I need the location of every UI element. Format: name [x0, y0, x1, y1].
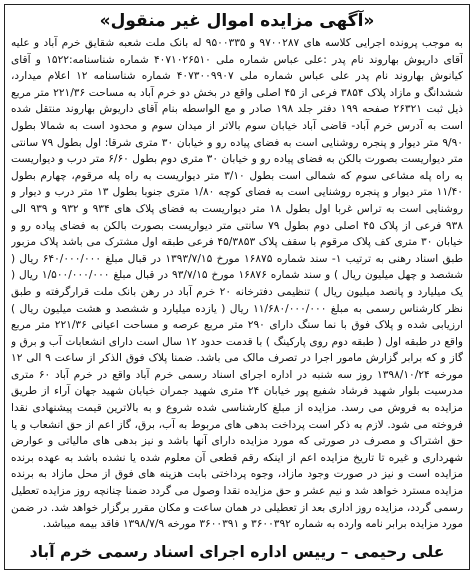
notice-signature: علی رحیمی – رییس اداره اجرای اسناد رسمی خرم آباد: [29, 543, 445, 561]
notice-body: به موجب پرونده اجرایی کلاسه های ۹۷۰۰۲۸۷ و ۹۵۰۰۳۳۵ له بانک ملت شعبه شقایق خرم آباد و علیه آقای داریوش بهاروند نام پدر :علی عباس شماره ملی ۴۰۷۱۰۲۶۵۱۰ شماره شناسنامه:۱۵۲۲ و آقای کیانوش بهاروند نام پدر علی عباس شماره ملی ۴۰۷۳۰۰۹۹۰۷ شماره شناسنامه ۱۲ اعلام میدارد، ششدانگ و مازاد پلاک ۳۸۵۴ فرعی از ۴۵ اصلی واقع در بخش دو خرم آباد به مساحت ۲۲۱/۳۶ متر مربع ذیل ثبت ۲۶۳۲۱ صفحه ۱۹۹ دفتر جلد ۱۹۸ صادر و مع الواسطه بنام آقای داریوش بهاروند منتقل شده است به آدرس خرم آباد- قاضی آباد خیابان سوم بالاتر از میدان سوم و محدود است به شمالا بطول ۹/۹۰ متر دیوار و پنجره روشنایی است به فضای پیاده رو و خیابان ۳۰ متری شرقا: اول بطول ۷۹ سانتی متر دیواریست بصورت بالکن به فضای پیاده رو و خیابان ۳۰ متری دوم بطول ۶/۶۰ متر درب و دیواریست به راه پله مشاعی سوم که شمالی است بطول ۳/۱۰ متر دیواریست به راه پله مرقوم، چهارم بطول ۱۱/۴۰ متر دیوار و پنجره روشنایی است به فضای کوچه ۱/۸۰ متری جنوبا بطول ۱۳ متر درب و دیوار و روشنایی است به تراس غربا اول بطول ۱۸ متر دیواریست به فضای پلاک های ۹۳۴ و ۹۳۲ و ۹۳۹ الی ۹۳۸ فرعی از پلاک ۴۵ اصلی دوم بطول ۷۹ سانتی متر دیواریست بصورت بالکن به فضای پیاده رو و خیابان ۳۰ متری کف پلاک مرقوم با سقف پلاک ۴۵/۳۸۵۳ فرعی طبقه اول مشترک می باشد پلاک مزبور طبق اسناد رهنی به ترتیب ۱- سند شماره ۱۶۸۷۵ مورخ ۱۳۹۳/۷/۱۵ در قبال مبلغ ۶۴۰/۰۰۰/۰۰۰ ریال ( ششصد و چهل میلیون ریال ) و سند شماره ۱۶۸۷۶ مورخ ۹۳/۷/۱۵ در قبال مبلغ ۱/۵۰۰/۰۰۰/۰۰۰ ریال ( یک میلیارد و پانصد میلیون ریال ) تنظیمی دفترخانه ۲۰ خرم آباد در رهن بانک ملت قرارگرفته و طبق نظر کارشناس رسمی به مبلغ ۱۱/۶۸۰/۰۰۰/۰۰۰ ریال ( یازده میلیارد و ششصد و هشت میلیون ریال ) ارزیابی شده و پلاک فوق با نما سنگ دارای ۲۹۰ متر مربع عرصه و مساحت اعیانی ۲۲۱/۳۶ متر مربع واقع در طبقه اول ( طبقه دوم روی پارکینگ ) با قدمت حدود ۱۲ سال است دارای انشعابات آب و برق و گاز و که برابر گزارش مامور اجرا در تصرف مالک می باشد. ضمنا پلاک فوق الذکر از ساعت ۹ الی ۱۲ مورخه ۱۳۹۸/۱۰/۲۴ روز سه شنبه در اداره اجرای اسناد رسمی خرم آباد واقع در خرم آباد ۶۰ متری مدرسیت بلوار شهید فرشاد شفیع پور خیابان ۲۴ متری شهید جمران خیابان شهید جهان آراء از طریق مزایده به فروش می رسد. مزایده از مبلغ کارشناسی شده شروع و به بالاترین قیمت پیشنهادی نقدا فروخته می شود. لازم به ذکر است پرداخت بدهی های مربوط به آب، برق، گاز اعم از حق انشعاب و یا حق اشتراک و مصرف در صورتی که مورد مزایده دارای آنها باشد و نیز بدهی های مالیاتی و عوارض شهرداری و غیره تا تاریخ مزایده اعم از اینکه رقم قطعی آن معلوم شده یا نشده باشد به عهده برنده مزایده است و نیز در صورت وجود مازاد، وجوه پرداختی بابت هزینه های فوق از محل مازاد به برنده مزایده مسترد خواهد شد و نیم عشر و حق مزایده نقدا وصول می گردد ضمنا چنانچه روز مزایده تعطیل رسمی گردد، مزایده روز اداری بعد از تعطیلی در همان ساعت و مکان مقرر برگزار خواهد شد. در ضمن مورد مزایده برابر نامه وارده به شماره ۳۶۰۰۳۹۲ و ۳۶۰۰۳۹۱ مورخه ۱۳۹۸/۷/۹ فاقد بیمه میباشد.: [11, 37, 463, 531]
auction-notice: [4, 4, 470, 570]
notice-title: «آگهی مزایده اموال غیر منقول»: [99, 11, 375, 31]
